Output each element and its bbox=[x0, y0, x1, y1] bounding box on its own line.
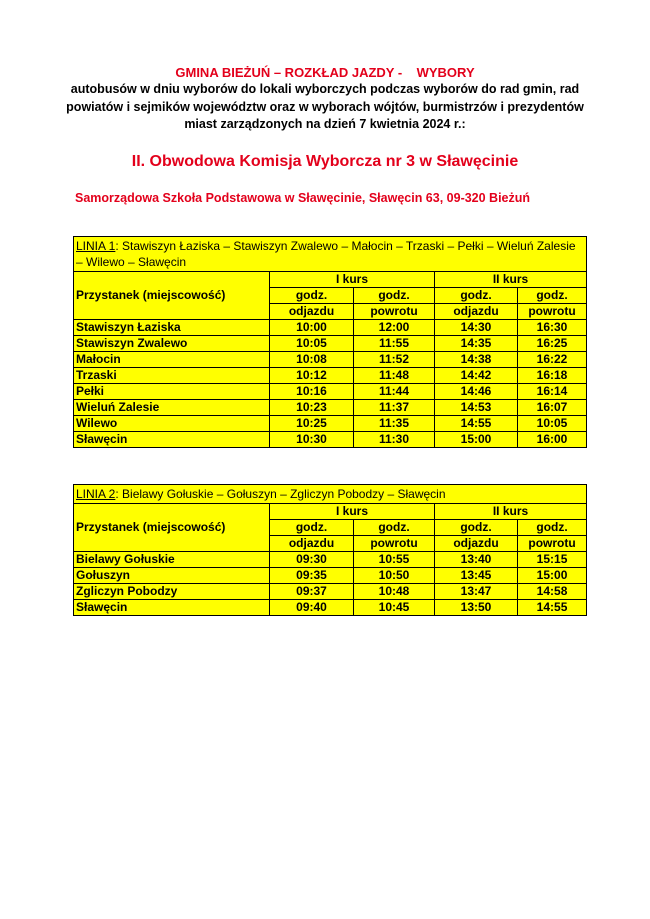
course2-header: II kurs bbox=[435, 272, 587, 288]
subtitle-line: powiatów i sejmików województw oraz w wyborach wójtów, burmistrzów i prezydentów bbox=[66, 99, 584, 114]
table-row bbox=[74, 336, 587, 352]
return-label: powrotu bbox=[354, 304, 435, 320]
document-subtitle bbox=[0, 81, 650, 134]
godz-label: godz. bbox=[270, 520, 354, 536]
course1-departure: 10:12 bbox=[270, 368, 354, 384]
stop-name: Gołuszyn bbox=[74, 568, 270, 584]
course2-header: II kurs bbox=[435, 504, 587, 520]
stop-name: Stawiszyn Łaziska bbox=[74, 320, 270, 336]
godz-label: godz. bbox=[518, 520, 587, 536]
departure-label: odjazdu bbox=[270, 536, 354, 552]
table-row bbox=[74, 600, 587, 616]
course1-return: 10:55 bbox=[354, 552, 435, 568]
stop-name: Pełki bbox=[74, 384, 270, 400]
course1-return: 11:35 bbox=[354, 416, 435, 432]
table-row bbox=[74, 416, 587, 432]
line-name: LINIA 1 bbox=[76, 239, 116, 253]
subtitle-line: miast zarządzonych na dzień 7 kwietnia 2024 r.: bbox=[184, 117, 466, 131]
course1-departure: 09:35 bbox=[270, 568, 354, 584]
course2-return: 16:14 bbox=[518, 384, 587, 400]
course2-departure: 15:00 bbox=[435, 432, 518, 448]
course2-departure: 13:50 bbox=[435, 600, 518, 616]
stop-name: Sławęcin bbox=[74, 600, 270, 616]
course1-return: 11:48 bbox=[354, 368, 435, 384]
course2-return: 16:18 bbox=[518, 368, 587, 384]
stop-column-header: Przystanek (miejscowość) bbox=[74, 272, 270, 320]
table-row bbox=[74, 384, 587, 400]
course2-return: 16:22 bbox=[518, 352, 587, 368]
stop-name: Bielawy Gołuskie bbox=[74, 552, 270, 568]
course1-departure: 10:30 bbox=[270, 432, 354, 448]
course1-departure: 10:05 bbox=[270, 336, 354, 352]
course2-return: 15:15 bbox=[518, 552, 587, 568]
course2-return: 10:05 bbox=[518, 416, 587, 432]
table-row bbox=[74, 584, 587, 600]
table-row bbox=[74, 568, 587, 584]
course1-return: 11:52 bbox=[354, 352, 435, 368]
table-row bbox=[74, 352, 587, 368]
course1-return: 11:44 bbox=[354, 384, 435, 400]
table-row bbox=[74, 368, 587, 384]
course2-departure: 13:40 bbox=[435, 552, 518, 568]
godz-label: godz. bbox=[518, 288, 587, 304]
departure-label: odjazdu bbox=[435, 304, 518, 320]
course1-departure: 10:25 bbox=[270, 416, 354, 432]
course1-return: 10:48 bbox=[354, 584, 435, 600]
course1-departure: 09:40 bbox=[270, 600, 354, 616]
course1-return: 11:55 bbox=[354, 336, 435, 352]
course1-return: 11:37 bbox=[354, 400, 435, 416]
course-header-row bbox=[74, 272, 587, 288]
line-header-row bbox=[74, 485, 587, 504]
course2-departure: 14:46 bbox=[435, 384, 518, 400]
course1-header: I kurs bbox=[270, 272, 435, 288]
stop-column-header: Przystanek (miejscowość) bbox=[74, 504, 270, 552]
stop-name: Sławęcin bbox=[74, 432, 270, 448]
stop-name: Małocin bbox=[74, 352, 270, 368]
line-route: : Bielawy Gołuskie – Gołuszyn – Zgliczyn Pobodzy – Sławęcin bbox=[115, 487, 446, 501]
godz-label: godz. bbox=[270, 288, 354, 304]
course1-departure: 10:23 bbox=[270, 400, 354, 416]
table-row bbox=[74, 432, 587, 448]
subtitle-line: autobusów w dniu wyborów do lokali wyborczych podczas wyborów do rad gmin, rad bbox=[70, 82, 580, 96]
stop-name: Wieluń Zalesie bbox=[74, 400, 270, 416]
course1-header: I kurs bbox=[270, 504, 435, 520]
course2-departure: 14:42 bbox=[435, 368, 518, 384]
course2-return: 14:55 bbox=[518, 600, 587, 616]
course1-return: 11:30 bbox=[354, 432, 435, 448]
course2-departure: 14:30 bbox=[435, 320, 518, 336]
line1-timetable bbox=[73, 236, 587, 448]
line-name: LINIA 2 bbox=[76, 487, 116, 501]
course2-return: 15:00 bbox=[518, 568, 587, 584]
course1-return: 10:50 bbox=[354, 568, 435, 584]
course2-return: 16:25 bbox=[518, 336, 587, 352]
return-label: powrotu bbox=[354, 536, 435, 552]
godz-label: godz. bbox=[435, 520, 518, 536]
school-address: Samorządowa Szkoła Podstawowa w Sławęcinie, Sławęcin 63, 09-320 Bieżuń bbox=[75, 191, 531, 205]
line-header-row bbox=[74, 237, 587, 272]
commission-heading: II. Obwodowa Komisja Wyborcza nr 3 w Sławęcinie bbox=[131, 153, 519, 170]
course1-departure: 09:37 bbox=[270, 584, 354, 600]
document-title: GMINA BIEŻUŃ – ROZKŁAD JAZDY - WYBORY bbox=[175, 65, 475, 80]
godz-label: godz. bbox=[354, 520, 435, 536]
course2-departure: 13:45 bbox=[435, 568, 518, 584]
line2-timetable bbox=[73, 484, 587, 616]
course1-departure: 10:16 bbox=[270, 384, 354, 400]
return-label: powrotu bbox=[518, 536, 587, 552]
course1-return: 12:00 bbox=[354, 320, 435, 336]
course1-departure: 10:00 bbox=[270, 320, 354, 336]
course2-departure: 14:35 bbox=[435, 336, 518, 352]
line-header bbox=[74, 485, 587, 504]
course-header-row bbox=[74, 504, 587, 520]
table-row bbox=[74, 400, 587, 416]
course2-departure: 14:38 bbox=[435, 352, 518, 368]
godz-label: godz. bbox=[435, 288, 518, 304]
return-label: powrotu bbox=[518, 304, 587, 320]
line-header bbox=[74, 237, 587, 272]
course2-return: 16:00 bbox=[518, 432, 587, 448]
godz-label: godz. bbox=[354, 288, 435, 304]
course1-return: 10:45 bbox=[354, 600, 435, 616]
course2-return: 14:58 bbox=[518, 584, 587, 600]
departure-label: odjazdu bbox=[270, 304, 354, 320]
course2-return: 16:30 bbox=[518, 320, 587, 336]
course1-departure: 10:08 bbox=[270, 352, 354, 368]
line-route: : Stawiszyn Łaziska – Stawiszyn Zwalewo – Małocin – Trzaski – Pełki – Wieluń Zalesie – Wilewo – Sławęcin bbox=[76, 239, 576, 269]
stop-name: Wilewo bbox=[74, 416, 270, 432]
departure-label: odjazdu bbox=[435, 536, 518, 552]
course1-departure: 09:30 bbox=[270, 552, 354, 568]
course2-departure: 14:55 bbox=[435, 416, 518, 432]
table-row bbox=[74, 552, 587, 568]
stop-name: Stawiszyn Zwalewo bbox=[74, 336, 270, 352]
course2-departure: 14:53 bbox=[435, 400, 518, 416]
course2-return: 16:07 bbox=[518, 400, 587, 416]
stop-name: Trzaski bbox=[74, 368, 270, 384]
table-row bbox=[74, 320, 587, 336]
stop-name: Zgliczyn Pobodzy bbox=[74, 584, 270, 600]
document-header bbox=[0, 64, 650, 134]
course2-departure: 13:47 bbox=[435, 584, 518, 600]
